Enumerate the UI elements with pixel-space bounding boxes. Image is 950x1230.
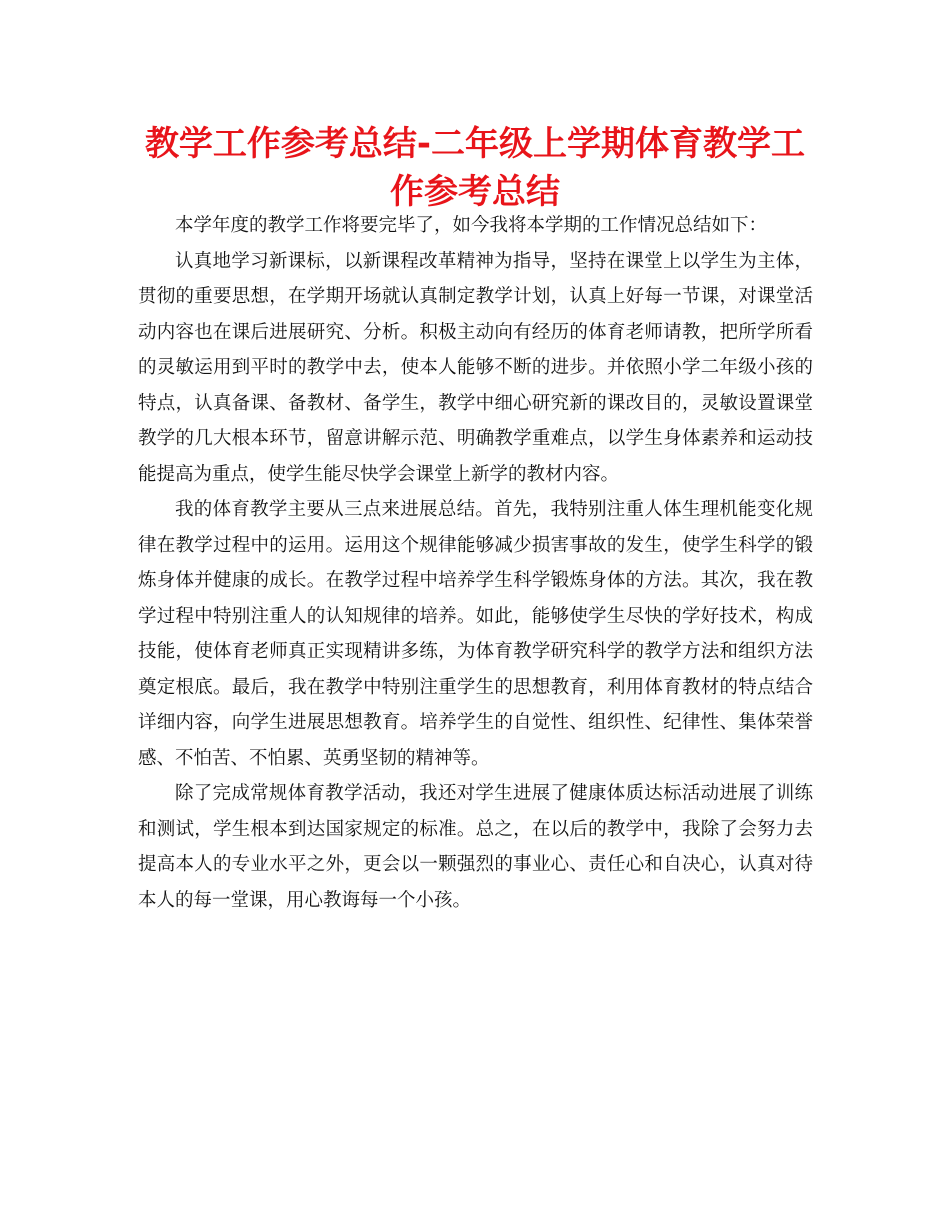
paragraph-intro: 本学年度的教学工作将要完毕了，如今我将本学期的工作情况总结如下： — [175, 215, 768, 236]
document-title: 教学工作参考总结-二年级上学期体育教学工作参考总结 — [144, 124, 806, 212]
paragraph-summary: 我的体育教学主要从三点来进展总结。首先，我特别注重人体生理机能变化规律在教学过程中的运用。运用这个规律能够减少损害事故的发生，使学生科学的锻炼身体并健康的成长。在教学过程中培养学生科学锻炼身体的方法。其次，我在教学过程中特别注重人的认知规律的培养。如此，能够使学生尽快的学好技术，构成技能，使体育老师真正实现精讲多练，为体育教学研究科学的教学方法和组织方法奠定根底。最后，我在教学中特别注重学生的思想教育，利用体育教材的特点结合详细内容，向学生进展思想教育。培养学生的自觉性、组织性、纪律性、集体荣誉感、不怕苦、不怕累、英勇坚韧的精神等。 — [138, 499, 813, 769]
paragraph-study: 认真地学习新课标，以新课程改革精神为指导，坚持在课堂上以学生为主体，贯彻的重要思想，在学期开场就认真制定教学计划，认真上好每一节课，对课堂活动内容也在课后进展研究、分析。积极主动向有经历的体育老师请教，把所学所看的灵敏运用到平时的教学中去，使本人能够不断的进步。并依照小学二年级小孩的特点，认真备课、备教材、备学生，教学中细心研究新的课改目的，灵敏设置课堂教学的几大根本环节，留意讲解示范、明确教学重难点，以学生身体素养和运动技能提高为重点，使学生能尽快学会课堂上新学的教材内容。 — [138, 250, 813, 485]
document-body — [138, 208, 813, 918]
paragraph-conclusion: 除了完成常规体育教学活动，我还对学生进展了健康体质达标活动进展了训练和测试，学生根本到达国家规定的标准。总之，在以后的教学中，我除了会努力去提高本人的专业水平之外，更会以一颗强烈的事业心、责任心和自决心，认真对待本人的每一堂课，用心教诲每一个小孩。 — [138, 783, 813, 911]
